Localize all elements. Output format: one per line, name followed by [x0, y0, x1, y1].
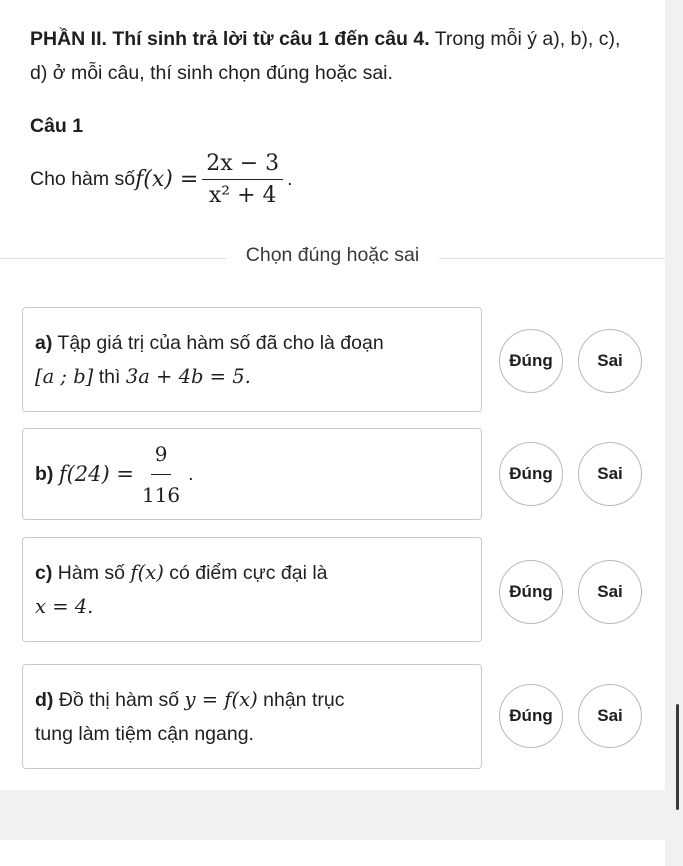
statement-d-text: Đồ thị hàm số — [53, 688, 185, 711]
statement-d-text2: nhận trục — [257, 688, 345, 711]
statement-b-false-button[interactable]: Sai — [578, 442, 642, 506]
next-card-edge — [0, 840, 665, 866]
statement-b-expression: f(24) = — [58, 462, 134, 486]
statement-b-line1 — [35, 437, 469, 512]
stem-suffix: . — [287, 167, 293, 190]
statement-a-text: Tập giá trị của hàm số đã cho là đoạn — [52, 331, 384, 354]
statement-c-equation: x = 4. — [35, 594, 94, 618]
section-instructions — [30, 22, 630, 90]
scrollbar[interactable] — [676, 704, 679, 810]
statement-a-true-button[interactable]: Đúng — [499, 329, 563, 393]
statement-a-label: a) — [35, 331, 53, 354]
statement-c-line2 — [35, 590, 469, 624]
statement-c-text: Hàm số — [52, 561, 131, 584]
statement-a-line1 — [35, 326, 469, 360]
statement-b-true-button[interactable]: Đúng — [499, 442, 563, 506]
question-title: Câu 1 — [30, 115, 84, 137]
fraction-numerator: 2x − 3 — [202, 151, 283, 180]
statement-a-interval: [a ; b] — [35, 364, 94, 388]
statement-c-line1 — [35, 556, 469, 590]
stem-prefix: Cho hàm số — [30, 167, 136, 190]
statement-c-false-button[interactable]: Sai — [578, 560, 642, 624]
instructions-text: Trong mỗi ý a), b), c), d) ở mỗi câu, thí sinh chọn đúng hoặc sai. — [30, 28, 621, 84]
function-fraction — [202, 151, 283, 208]
statement-c-function: f(x) — [130, 560, 164, 584]
section-label-text: Chọn đúng hoặc sai — [226, 244, 439, 266]
statement-a-equation: 3a + 4b = 5. — [125, 364, 251, 388]
statement-d-label: d) — [35, 688, 54, 711]
statement-b-denominator: 116 — [141, 482, 181, 507]
statement-d — [22, 664, 482, 769]
section-heading: PHẦN II. Thí sinh trả lời từ câu 1 đến câu 4. — [30, 28, 430, 50]
statement-b — [22, 428, 482, 520]
question-stem — [30, 144, 293, 214]
statement-c-label: c) — [35, 561, 53, 584]
statement-a — [22, 307, 482, 412]
statement-b-numerator: 9 — [151, 437, 172, 475]
statement-b-suffix: . — [188, 463, 194, 485]
statement-b-label: b) — [35, 463, 54, 485]
statement-a-line2 — [35, 360, 469, 394]
statement-b-fraction — [138, 437, 184, 512]
statement-a-false-button[interactable]: Sai — [578, 329, 642, 393]
statement-d-function: y = f(x) — [184, 687, 258, 711]
statement-d-text3: tung làm tiệm cận ngang. — [35, 722, 254, 745]
function-expression: f(x) = — [135, 166, 199, 192]
statement-d-line2 — [35, 717, 469, 751]
section-label — [0, 244, 665, 267]
statement-d-false-button[interactable]: Sai — [578, 684, 642, 748]
fraction-denominator: x² + 4 — [208, 182, 277, 208]
statement-d-line1 — [35, 683, 469, 717]
statement-c-true-button[interactable]: Đúng — [499, 560, 563, 624]
statement-c-text2: có điểm cực đại là — [163, 561, 328, 584]
statement-d-true-button[interactable]: Đúng — [499, 684, 563, 748]
statement-a-then: thì — [93, 365, 126, 388]
statement-c — [22, 537, 482, 642]
